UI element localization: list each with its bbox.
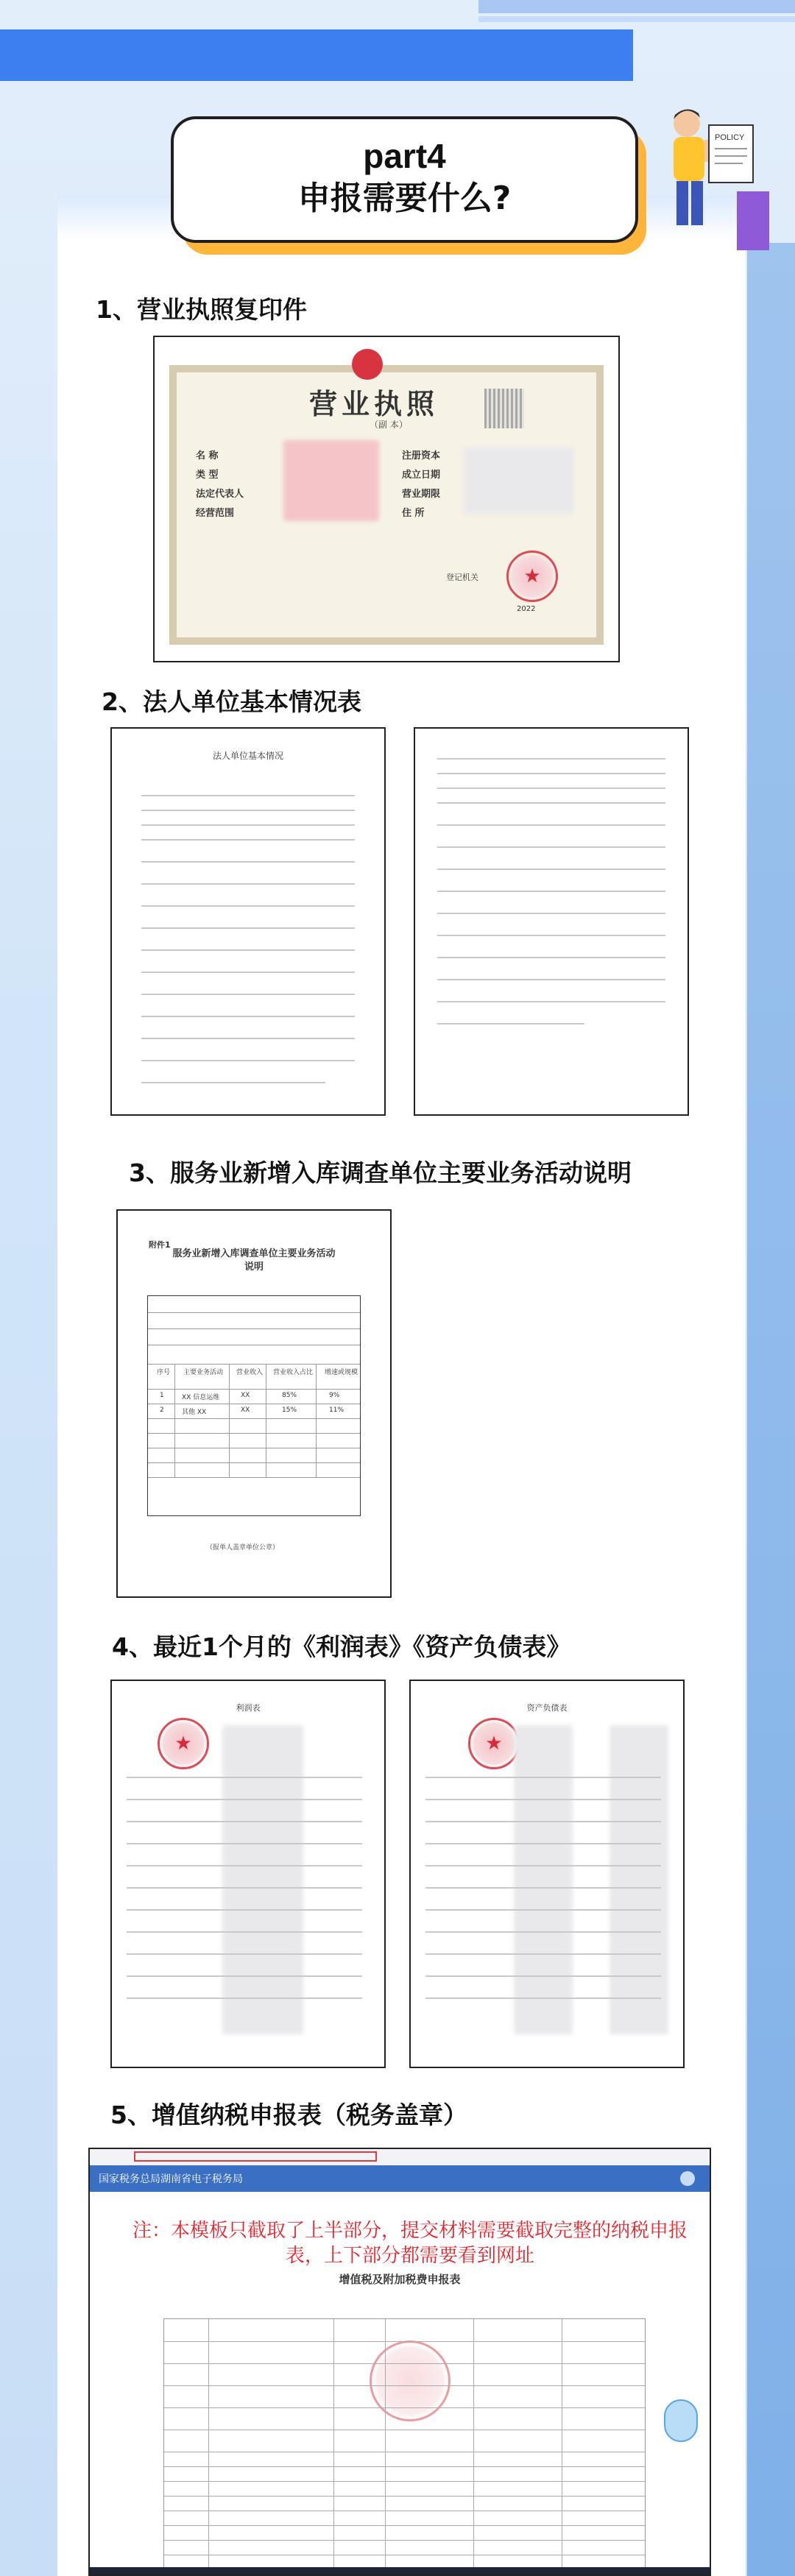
- row2-no: 2: [160, 1406, 164, 1414]
- address-url-highlight: [134, 2151, 377, 2162]
- vat-form-title: 增值税及附加税费申报表: [339, 2273, 461, 2286]
- business-activity-form: [116, 1209, 392, 1598]
- col-ratio: 营业收入占比: [273, 1369, 314, 1376]
- taskbar: [90, 2567, 710, 2575]
- row1-ratio: 85%: [282, 1392, 297, 1399]
- license-field-address: 住 所: [402, 508, 425, 519]
- title-box: [171, 116, 638, 243]
- title-part: part4: [363, 137, 446, 175]
- business-form-title: 服务业新增入库调查单位主要业务活动说明: [172, 1248, 336, 1273]
- basic-info-form-title: 法人单位基本情况: [212, 751, 283, 761]
- redacted-seal-area: [283, 440, 379, 521]
- balance-sheet-title: 资产负债表: [526, 1703, 568, 1713]
- section-1-heading: 1、营业执照复印件: [96, 295, 307, 324]
- col-activity: 主要业务活动: [183, 1369, 224, 1376]
- row2-income: XX: [241, 1406, 250, 1414]
- license-year: 2022: [517, 605, 536, 613]
- license-field-scope: 经营范围: [196, 508, 235, 519]
- section-4-heading: 4、最近1个月的《利润表》《资产负债表》: [112, 1632, 571, 1661]
- license-field-capital: 注册资本: [402, 450, 441, 461]
- qr-code-icon: [484, 389, 524, 428]
- license-field-legal-rep: 法定代表人: [196, 489, 244, 500]
- business-form-header-row: [148, 1367, 360, 1381]
- tax-site-title: 国家税务总局湖南省电子税务局: [99, 2173, 243, 2185]
- income-statement-image: [110, 1680, 386, 2068]
- business-form-sign: （报单人盖章单位公章）: [206, 1544, 280, 1551]
- vat-form-table: [163, 2318, 646, 2576]
- tax-site-header: [90, 2165, 710, 2192]
- vat-return-screenshot: [88, 2148, 711, 2576]
- section-2-heading: 2、法人单位基本情况表: [102, 687, 361, 716]
- license-field-type: 类 型: [196, 470, 219, 481]
- row2-ratio: 15%: [282, 1406, 297, 1414]
- license-authority: 登记机关: [446, 573, 478, 582]
- row1-growth: 9%: [329, 1392, 340, 1399]
- business-form-attach: 附件1: [149, 1240, 171, 1250]
- section-3-heading: 3、服务业新增入库调查单位主要业务活动说明: [129, 1158, 632, 1187]
- browser-address-bar: [90, 2149, 710, 2166]
- license-subtitle: （副 本）: [370, 420, 408, 430]
- redacted-details: [464, 447, 574, 514]
- col-no: 序号: [157, 1369, 171, 1376]
- income-statement-title: 利润表: [236, 1703, 261, 1713]
- income-seal-icon: ★: [158, 1718, 209, 1769]
- user-avatar-icon: [680, 2171, 695, 2186]
- income-redacted-values: [222, 1725, 303, 2034]
- business-license-image: [153, 336, 620, 662]
- balance-seal-icon: ★: [468, 1718, 520, 1769]
- business-form-table: [147, 1295, 361, 1516]
- balance-redacted-values-right: [610, 1725, 668, 2034]
- policy-reader-illustration: [666, 103, 769, 250]
- balance-redacted-values-left: [514, 1725, 573, 2034]
- top-stripe-light: [478, 16, 795, 22]
- template-note: 注：本模板只截取了上半部分，提交材料需要截取完整的纳税申报表，上下部分都需要看到网址: [132, 2220, 688, 2267]
- basic-info-form-page1: [110, 727, 386, 1116]
- license-field-date: 成立日期: [402, 470, 441, 481]
- right-decor-bar: [747, 243, 795, 2576]
- top-stripe: [478, 0, 795, 13]
- title-question: 申报需要什么?: [297, 180, 512, 217]
- license-field-term: 营业期限: [402, 489, 441, 500]
- top-blue-band: [0, 29, 633, 81]
- row2-name: 其他 XX: [182, 1409, 207, 1416]
- assistant-robot-icon[interactable]: [664, 2399, 698, 2442]
- row2-growth: 11%: [329, 1406, 344, 1414]
- basic-info-form-page2: [414, 727, 689, 1116]
- section-5-heading: 5、增值纳税申报表（税务盖章）: [110, 2101, 467, 2129]
- license-field-name: 名 称: [196, 450, 219, 461]
- row1-income: XX: [241, 1392, 250, 1399]
- license-title: 营业执照: [309, 387, 439, 420]
- national-emblem-icon: [352, 349, 383, 380]
- col-income: 营业收入: [236, 1369, 264, 1376]
- policy-label: POLICY: [715, 133, 745, 142]
- row1-name: XX 信息运维: [182, 1394, 220, 1401]
- balance-sheet-image: [409, 1680, 685, 2068]
- row1-no: 1: [160, 1392, 164, 1399]
- official-seal-icon: ★: [506, 551, 558, 602]
- col-growth: 增速或规模: [325, 1369, 358, 1376]
